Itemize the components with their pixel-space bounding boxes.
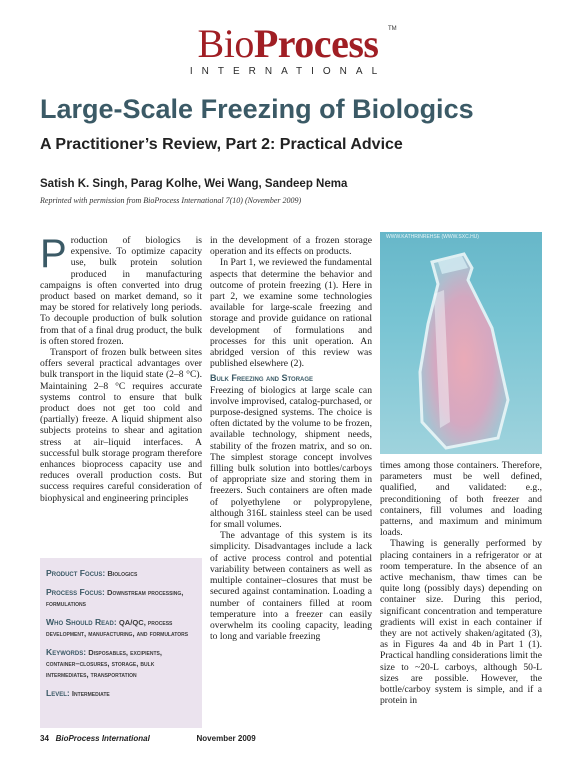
intro-text: roduction of biologics is expensive. To optimize capacity use, bulk protein solution produced in manufacturing campaigns is often converted into drug product based on market demand, so it may be stored for relatively long periods. To decouple production of bulk solution from that of a final drug product, the bulk is often stored frozen.: [40, 235, 202, 347]
logo-subtitle: INTERNATIONAL: [189, 66, 387, 77]
reprint-note: Reprinted with permission from BioProcess International 7(10) (November 2009): [40, 196, 302, 205]
paragraph: In Part 1, we reviewed the fundamental aspects that determine the behavior and outcome of protein freezing (1). Here in part 2, we examine some technologies available for large-scale freezing and storage and provide guidance on rational development of formulations and processes for this unit operation. An abridged version of this review was published elsewhere (2).: [210, 257, 372, 370]
article-subtitle: A Practitioner’s Review, Part 2: Practical Advice: [40, 136, 403, 153]
photo-credit: WWW.KATHRINREHSE (WWW.SXC.HU): [386, 234, 479, 240]
column-1: [40, 232, 202, 504]
intro-paragraph: [40, 232, 202, 347]
logo-process-text: Process: [253, 21, 379, 66]
focus-process: [46, 587, 194, 609]
column-3: [380, 460, 542, 706]
focus-product: [46, 568, 194, 579]
paragraph: Freezing of biologics at large scale can involve improvised, catalog-purchased, or purpose-designed systems. The choice is often dictated by the volume to be frozen, available technology, shipment needs, stability of the frozen matrix, and so on. The simplest storage concept involves filling bulk solution into bottles/carboys of appropriate size and storing them in freezers. Such containers are often made of polyethylene or polypropylene, although 316L stainless steel can be used for small volumes.: [210, 384, 372, 531]
focus-value: Downstream processing, formulations: [46, 588, 184, 608]
logo-trademark: TM: [388, 26, 397, 32]
section-heading: Bulk Freezing and Storage: [210, 373, 314, 384]
article-authors: Satish K. Singh, Parag Kolhe, Wei Wang, Sandeep Nema: [40, 178, 348, 190]
journal-name: BioProcess International: [55, 734, 150, 743]
focus-key: Level:: [46, 688, 70, 698]
page-number: 34: [40, 734, 49, 743]
frozen-bottle-image: [380, 232, 542, 454]
paragraph: times among those containers. Therefore, parameters must be well defined, qualified, and validated: e.g., preconditioning of both freezer and containers, fill volumes and loading patterns, and maximum and minimum loads.: [380, 460, 542, 539]
paragraph: Thawing is generally performed by placing containers in a refrigerator or at room temperature. In the absence of an active mechanism, thaw times can be quite long (possibly days) depending on container size. During this period, significant concentration and temperature gradients will exist in each container if they are not actively shaken/agitated (3), as in Figures 4a and 4b in Part 1 (1). Practical handling considerations limit the size to ~20-L carboys, although 50-L sizes are possible. However, the bottle/carboy system is simple, and if a protein in: [380, 538, 542, 707]
issue-date: November 2009: [196, 734, 256, 743]
focus-key: Process Focus:: [46, 587, 105, 597]
focus-audience: [46, 617, 194, 639]
focus-key: Product Focus:: [46, 568, 106, 578]
focus-value: Disposables, excipients, container–closures, storage, bulk intermediates, transportation: [46, 648, 162, 679]
focus-level: [46, 688, 194, 699]
column-2: [210, 235, 372, 642]
focus-sidebar: [40, 558, 202, 728]
masthead-logo: [0, 22, 576, 66]
paragraph: The advantage of this system is its simplicity. Disadvantages include a lack of active process control and potential variability between containers as well as multiple container–closures that must be secured against contamination. Loading a number of containers filled at room temperature into a freezer can easily overwhelm its cooling capacity, leading to long and variable freezing: [210, 530, 372, 643]
focus-key: Who Should Read:: [46, 617, 117, 627]
paragraph: in the development of a frozen storage operation and its effects on products.: [210, 235, 372, 258]
logo-bio-text: Bio: [197, 21, 254, 66]
page-footer: [40, 734, 256, 743]
article-title: Large-Scale Freezing of Biologics: [40, 94, 474, 124]
drop-cap: P: [40, 232, 67, 276]
frozen-bottle-photo: [380, 232, 542, 454]
focus-value: QA/QC, process development, manufacturing, and formulators: [46, 618, 189, 638]
focus-keywords: [46, 647, 194, 680]
focus-value: Intermediate: [71, 689, 110, 698]
focus-key: Keywords:: [46, 647, 87, 657]
paragraph: Transport of frozen bulk between sites offers several practical advantages over bulk transport in the liquid state (2–8 °C). Maintaining 2–8 °C requires accurate systems control to ensure that bulk product does not get too cold and (partially) freeze. A liquid shipment also subjects proteins to shear and agitation stress at air–liquid interfaces. A successful bulk storage program therefore enhances bioprocess capacity use and reduces overall production costs. But success requires careful consideration of biophysical and engineering principles: [40, 347, 202, 504]
focus-value: Biologics: [107, 569, 138, 578]
